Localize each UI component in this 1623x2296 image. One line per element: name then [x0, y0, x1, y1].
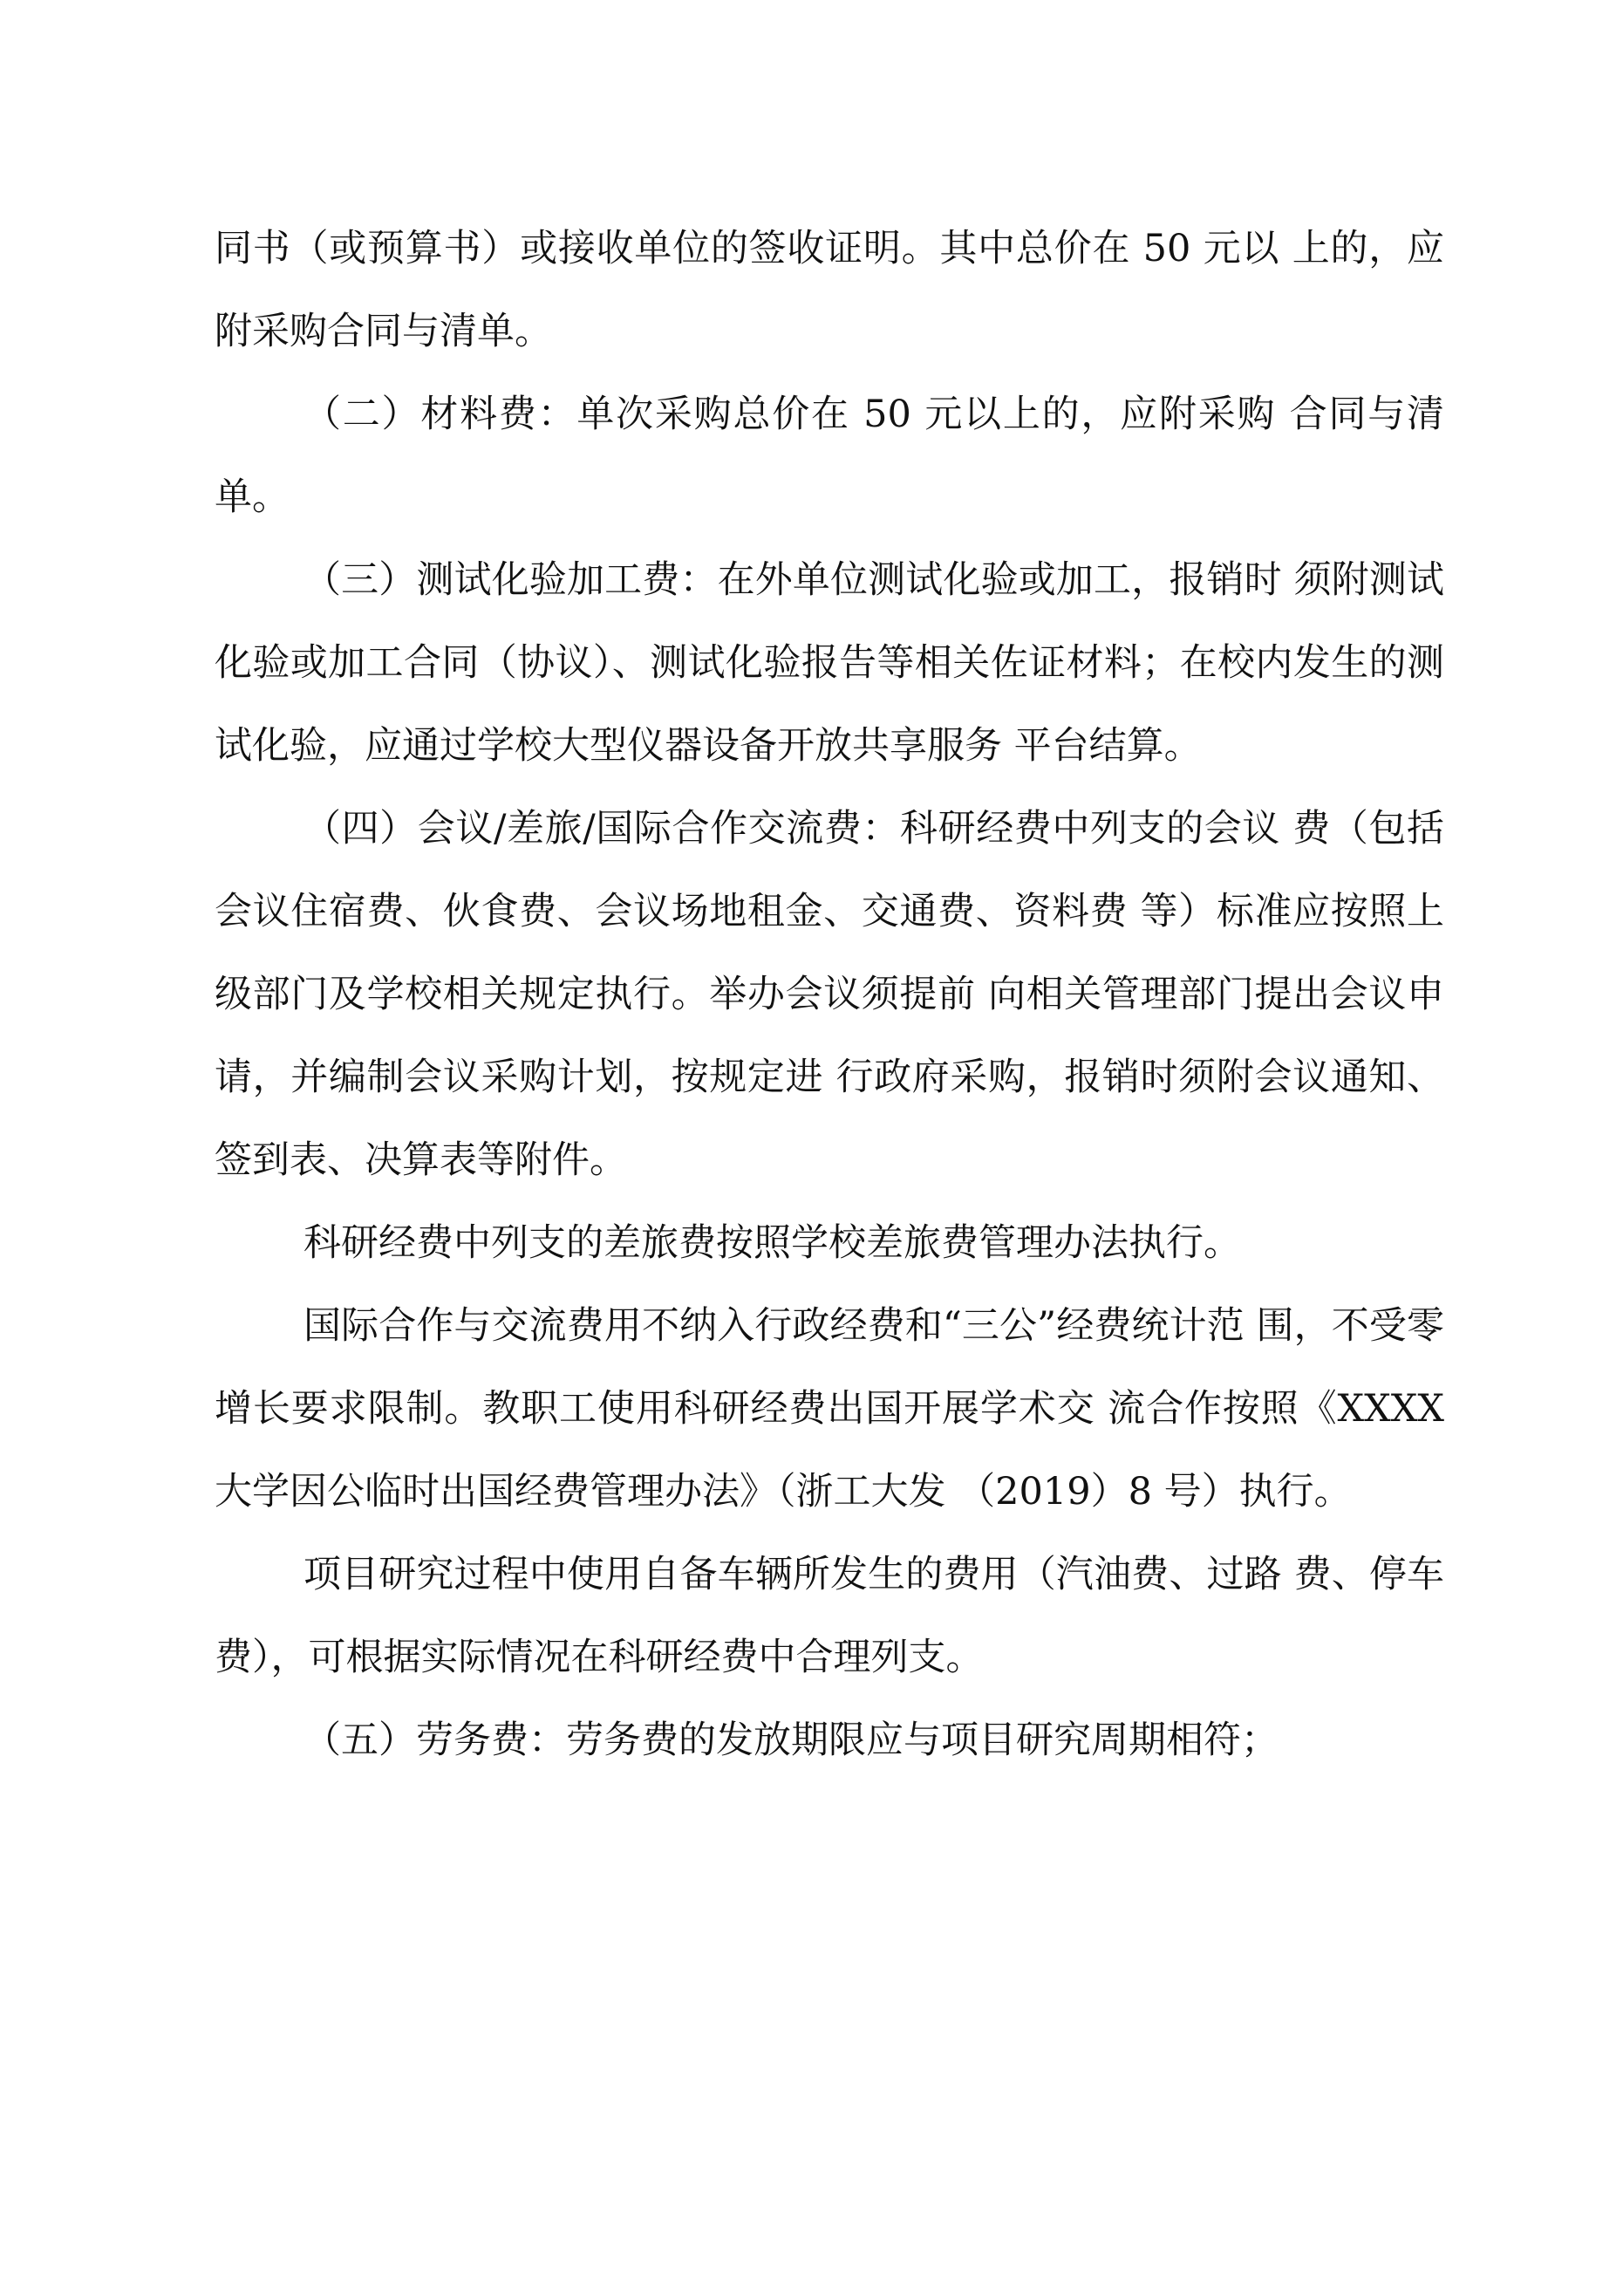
- paragraph-vehicle-expense: 项目研究过程中使用自备车辆所发生的费用（汽油费、过路 费、停车费），可根据实际情况在科研经费中合理列支。: [215, 1553, 1444, 1679]
- paragraph-continued-contract: 同书（或预算书）或接收单位的签收证明。其中总价在 50 元以 上的，应附采购合同与清单。: [215, 227, 1444, 353]
- paragraph-testing-fee: （三）测试化验加工费：在外单位测试化验或加工，报销时 须附测试化验或加工合同（协议）、测试化验报告等相关佐证材料；在校内发生的测试化验，应通过学校大型仪器设备开放共享服务 平台结算。: [215, 558, 1444, 768]
- paragraph-material-fee: （二）材料费：单次采购总价在 50 元以上的，应附采购 合同与清单。: [215, 393, 1444, 519]
- paragraph-labor-fee: （五）劳务费：劳务费的发放期限应与项目研究周期相符；: [303, 1719, 1279, 1762]
- paragraph-meeting-travel-fee: （四）会议/差旅/国际合作交流费：科研经费中列支的会议 费（包括会议住宿费、伙食费、会议场地租金、交通费、资料费 等）标准应按照上级部门及学校相关规定执行。举办会议须提前 向相关管理部门提出会议申请，并编制会议采购计划，按规定进 行政府采购，报销时须附会议通知、签到表、决算表等附件。: [215, 807, 1444, 1182]
- paragraph-international-exchange: 国际合作与交流费用不纳入行政经费和“三公”经费统计范 围，不受零增长要求限制。教职工使用科研经费出国开展学术交 流合作按照《XXXX 大学因公临时出国经费管理办法》（浙工大发 （2019）8 号）执行。: [215, 1304, 1444, 1514]
- document-body: [215, 208, 1444, 1782]
- paragraph-travel-expense: 科研经费中列支的差旅费按照学校差旅费管理办法执行。: [303, 1221, 1241, 1265]
